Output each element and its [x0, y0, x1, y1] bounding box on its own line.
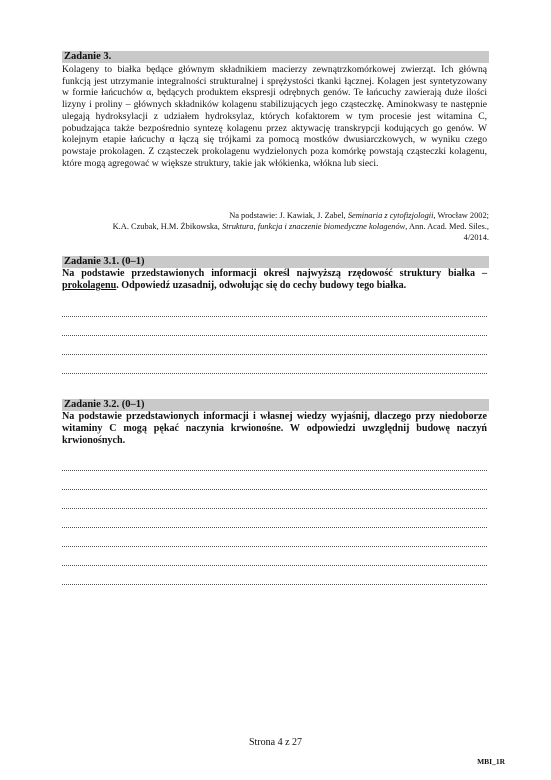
answer-line[interactable] — [62, 508, 487, 509]
task-3-header: Zadanie 3. — [62, 51, 489, 63]
task-3-body: Kolageny to białka będące głównym składnikiem macierzy zewnątrzkomórkowej zwierząt. Ich główną funkcją jest utrzymanie integralności strukturalnej i sprężystości tkanki łącznej. Kolagen jest syntetyzowany w formie łańcuchów α, będących produktem ekspresji odrębnych genów. Te łańcuchy zawierają duże ilości lizyny i proliny – głównych składników kolagenu stabilizujących jego cząsteczkę. Aminokwasy te następnie ulegają hydroksylacji z udziałem hydroksylaz, których kofaktorem w tym procesie jest witamina C, pobudzająca także bezpośrednio syntezę kolagenu przez aktywację transkrypcji kodujących go genów. W kolejnym etapie łańcuchy α łączą się trójkami za pomocą mostków dwusiarczkowych, w wyniku czego powstaje prokolagen. Z cząsteczek prokolagenu wydzielonych poza komórkę powstają cząsteczki kolagenu, które mogą agregować w większe struktury, takie jak włókienka, włókna lub sieci. — [62, 64, 487, 169]
answer-line[interactable] — [62, 527, 487, 528]
answer-line[interactable] — [62, 335, 487, 336]
answer-line[interactable] — [62, 489, 487, 490]
source-citation — [49, 211, 489, 243]
task-3-1-header: Zadanie 3.1. (0–1) — [62, 256, 489, 268]
answer-line[interactable] — [62, 584, 487, 585]
answer-line[interactable] — [62, 470, 487, 471]
task-3-2-header: Zadanie 3.2. (0–1) — [62, 399, 489, 411]
citation-line-3: 4/2014. — [463, 232, 489, 242]
exam-code: MBI_1R — [477, 757, 505, 766]
citation-line-2: K.A. Czubak, H.M. Żbikowska, Struktura, funkcja i znaczenie biomedyczne kolagenów, Ann. Acad. Med. Siles., — [112, 221, 489, 231]
answer-line[interactable] — [62, 354, 487, 355]
answer-line[interactable] — [62, 565, 487, 566]
answer-line[interactable] — [62, 373, 487, 374]
page-number: Strona 4 z 27 — [248, 737, 303, 748]
answer-line[interactable] — [62, 546, 487, 547]
answer-line[interactable] — [62, 316, 487, 317]
task-3-1-prompt: Na podstawie przedstawionych informacji określ najwyższą rzędowość struktury białka – prokolagenu. Odpowiedź uzasadnij, odwołując się do cechy budowy tego białka. — [62, 268, 487, 292]
task-3-2-prompt: Na podstawie przedstawionych informacji i własnej wiedzy wyjaśnij, dlaczego przy niedoborze witaminy C mogą pękać naczynia krwionośne. W odpowiedzi uwzględnij budowę naczyń krwionośnych. — [62, 411, 487, 447]
citation-line-1: Na podstawie: J. Kawiak, J. Zabel, Seminaria z cytofizjologii, Wrocław 2002; — [229, 211, 489, 220]
